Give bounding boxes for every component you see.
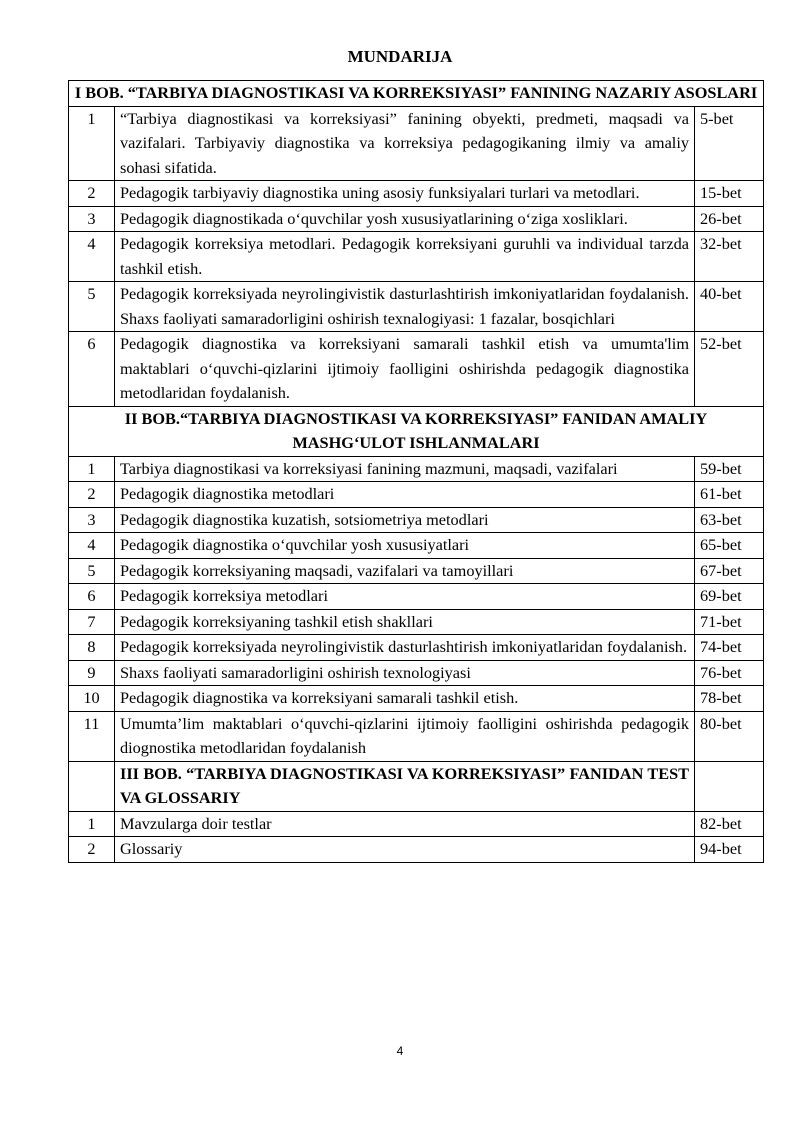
item-title: Mavzularga doir testlar	[115, 811, 695, 837]
toc-row	[69, 456, 764, 482]
item-title: Pedagogik diagnostika kuzatish, sotsiometriya metodlari	[115, 507, 695, 533]
toc-row	[69, 609, 764, 635]
item-page: 15-bet	[695, 181, 764, 207]
item-number: 5	[69, 558, 115, 584]
item-page: 67-bet	[695, 558, 764, 584]
item-number: 3	[69, 206, 115, 232]
empty-cell	[695, 761, 764, 811]
chapter-heading-row	[69, 81, 764, 107]
toc-row	[69, 507, 764, 533]
item-title: Pedagogik diagnostika va korreksiyani samarali tashkil etish.	[115, 686, 695, 712]
empty-cell	[69, 761, 115, 811]
item-number: 10	[69, 686, 115, 712]
toc-row	[69, 711, 764, 761]
chapter-heading-row	[69, 406, 764, 456]
toc-row	[69, 811, 764, 837]
item-title: Umumta’lim maktablari o‘quvchi-qizlarini ijtimoiy faolligini oshirishda pedagogik diognostika metodlaridan foydalanish	[115, 711, 695, 761]
toc-row	[69, 635, 764, 661]
item-number: 1	[69, 106, 115, 181]
toc-row	[69, 232, 764, 282]
chapter-heading-row	[69, 761, 764, 811]
item-page: 61-bet	[695, 482, 764, 508]
item-page: 82-bet	[695, 811, 764, 837]
chapter-1-heading: I BOB. “TARBIYA DIAGNOSTIKASI VA KORREKSIYASI” FANINING NAZARIY ASOSLARI	[69, 81, 764, 107]
toc-row	[69, 533, 764, 559]
toc-row	[69, 837, 764, 863]
item-title: Pedagogik diagnostika metodlari	[115, 482, 695, 508]
item-title: Pedagogik korreksiyaning maqsadi, vazifalari va tamoyillari	[115, 558, 695, 584]
item-number: 4	[69, 232, 115, 282]
item-title: Shaxs faoliyati samaradorligini oshirish texnologiyasi	[115, 660, 695, 686]
toc-row	[69, 558, 764, 584]
toc-row	[69, 206, 764, 232]
item-page: 26-bet	[695, 206, 764, 232]
item-page: 65-bet	[695, 533, 764, 559]
item-title: Glossariy	[115, 837, 695, 863]
toc-row	[69, 106, 764, 181]
item-title: Pedagogik korreksiya metodlari	[115, 584, 695, 610]
item-title: Pedagogik tarbiyaviy diagnostika uning asosiy funksiyalari turlari va metodlari.	[115, 181, 695, 207]
item-number: 3	[69, 507, 115, 533]
item-title: Pedagogik korreksiyada neyrolingivistik dasturlashtirish imkoniyatlaridan foydalanish. Shaxs faoliyati samaradorligini oshirish texnalogiyasi: 1 fazalar, bosqichlari	[115, 282, 695, 332]
item-number: 1	[69, 811, 115, 837]
item-title: Pedagogik diagnostika va korreksiyani samarali tashkil etish va umumta'lim maktablari o‘quvchi-qizlarini ijtimoiy faolligini oshirishda pedagogik diagnostika metodlaridan foydalanish.	[115, 332, 695, 407]
item-page: 59-bet	[695, 456, 764, 482]
chapter-2-heading: II BOB.“TARBIYA DIAGNOSTIKASI VA KORREKSIYASI” FANIDAN AMALIY MASHG‘ULOT ISHLANMALARI	[69, 406, 764, 456]
item-number: 2	[69, 837, 115, 863]
item-page: 71-bet	[695, 609, 764, 635]
toc-row	[69, 282, 764, 332]
item-page: 80-bet	[695, 711, 764, 761]
item-page: 76-bet	[695, 660, 764, 686]
item-page: 94-bet	[695, 837, 764, 863]
item-number: 2	[69, 181, 115, 207]
toc-row	[69, 660, 764, 686]
item-title: Pedagogik korreksiya metodlari. Pedagogik korreksiyani guruhli va individual tarzda tashkil etish.	[115, 232, 695, 282]
item-page: 78-bet	[695, 686, 764, 712]
item-number: 2	[69, 482, 115, 508]
item-page: 63-bet	[695, 507, 764, 533]
item-title: “Tarbiya diagnostikasi va korreksiyasi” fanining obyekti, predmeti, maqsadi va vazifalari. Tarbiyaviy diagnostika va korreksiya pedagogikaning ilmiy va amaliy sohasi sifatida.	[115, 106, 695, 181]
item-number: 8	[69, 635, 115, 661]
item-title: Pedagogik diagnostikada o‘quvchilar yosh xususiyatlarining o‘ziga xosliklari.	[115, 206, 695, 232]
table-of-contents	[68, 80, 764, 863]
toc-row	[69, 482, 764, 508]
item-page: 40-bet	[695, 282, 764, 332]
toc-row	[69, 332, 764, 407]
item-number: 4	[69, 533, 115, 559]
item-title: Pedagogik diagnostika o‘quvchilar yosh xususiyatlari	[115, 533, 695, 559]
item-title: Tarbiya diagnostikasi va korreksiyasi fanining mazmuni, maqsadi, vazifalari	[115, 456, 695, 482]
toc-row	[69, 686, 764, 712]
item-page: 5-bet	[695, 106, 764, 181]
item-number: 11	[69, 711, 115, 761]
item-number: 1	[69, 456, 115, 482]
page-number: 4	[396, 1044, 404, 1058]
item-page: 74-bet	[695, 635, 764, 661]
chapter-3-heading: III BOB. “TARBIYA DIAGNOSTIKASI VA KORREKSIYASI” FANIDAN TEST VA GLOSSARIY	[115, 761, 695, 811]
item-number: 6	[69, 332, 115, 407]
item-page: 32-bet	[695, 232, 764, 282]
item-page: 69-bet	[695, 584, 764, 610]
toc-row	[69, 181, 764, 207]
toc-row	[69, 584, 764, 610]
item-title: Pedagogik korreksiyada neyrolingivistik dasturlashtirish imkoniyatlaridan foydalanish.	[115, 635, 695, 661]
item-number: 5	[69, 282, 115, 332]
item-title: Pedagogik korreksiyaning tashkil etish shakllari	[115, 609, 695, 635]
item-page: 52-bet	[695, 332, 764, 407]
item-number: 6	[69, 584, 115, 610]
document-title: MUNDARIJA	[347, 47, 453, 66]
item-number: 7	[69, 609, 115, 635]
item-number: 9	[69, 660, 115, 686]
